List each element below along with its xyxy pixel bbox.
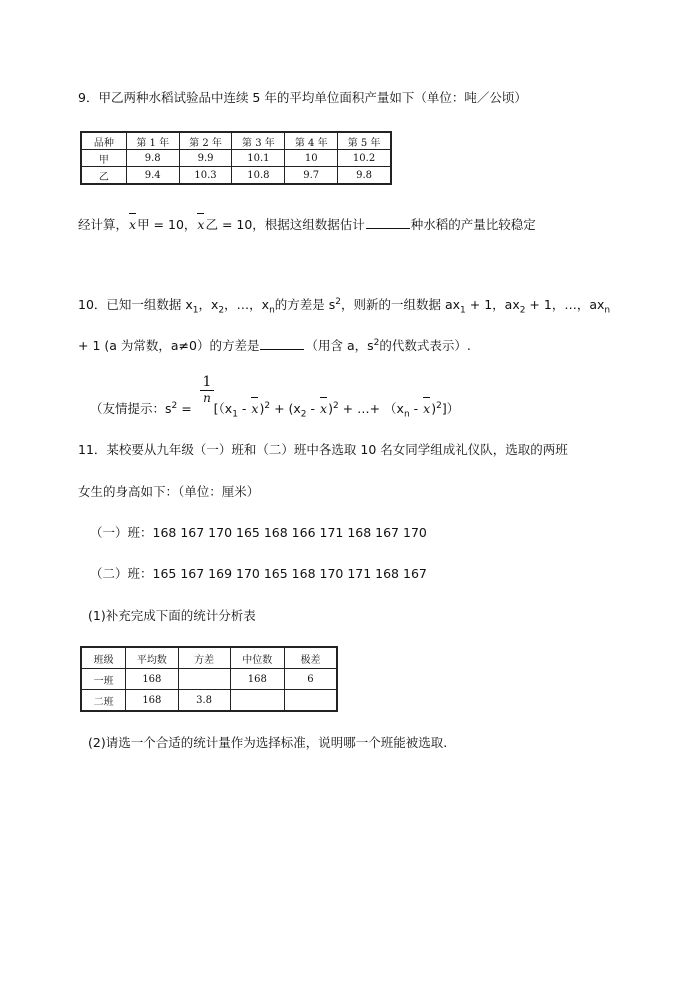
superscript: 2 [264, 400, 271, 411]
table-cell: 10.8 [232, 167, 285, 185]
table-cell: 一班 [81, 669, 126, 690]
table-cell: 甲 [81, 150, 126, 167]
table-row [81, 690, 337, 712]
table-row [81, 132, 391, 150]
answer-blank [366, 216, 410, 229]
q9-yield-table [80, 131, 392, 185]
table-header-cell: 第 4 年 [285, 132, 338, 150]
hint-text: ) [431, 401, 437, 416]
table-cell: 168 [126, 690, 178, 712]
superscript: 2 [436, 400, 442, 411]
q11-part2: (2)请选一个合适的统计量作为选择标准，说明哪一个班能被选取. [88, 735, 448, 750]
x-bar-symbol: x [251, 401, 259, 416]
q10-text: 10．已知一组数据 x [78, 297, 193, 312]
table-row [81, 647, 337, 669]
superscript: 2 [332, 400, 339, 411]
table-cell: 6 [284, 669, 337, 690]
table-row [81, 150, 391, 167]
q10-text: + 1，…，ax [525, 297, 605, 312]
subscript: n [269, 305, 275, 316]
q9-calc-a: 甲 = 10， [137, 217, 197, 232]
q10-text: 的代数式表示）. [379, 338, 471, 353]
hint-text: - [409, 401, 423, 416]
table-cell: 168 [126, 669, 178, 690]
table-header-cell: 第 2 年 [179, 132, 232, 150]
subscript: 2 [519, 305, 526, 316]
fraction-numerator: 1 [202, 374, 212, 390]
subscript: 1 [192, 305, 199, 316]
table-header-cell: 方差 [178, 647, 230, 669]
hint-text: - [306, 401, 319, 416]
hint-text: + (x [270, 401, 301, 416]
table-cell: 9.4 [126, 167, 179, 185]
table-cell: 3.8 [178, 690, 230, 712]
q9-calc-prefix: 经计算， [78, 217, 129, 232]
q10-text: ，x [198, 297, 219, 312]
table-header-cell: 班级 [81, 647, 126, 669]
q10-text: （用含 a，s [305, 338, 374, 353]
q10-line1 [78, 296, 611, 316]
x-bar-symbol: x [129, 217, 137, 232]
x-bar-symbol: x [320, 401, 328, 416]
table-header-cell: 第 1 年 [126, 132, 179, 150]
q11-stem-line2: 女生的身高如下：（单位：厘米） [78, 484, 260, 499]
table-cell: 乙 [81, 167, 126, 185]
q11-part1: (1)补充完成下面的统计分析表 [88, 608, 256, 623]
table-row [81, 669, 337, 690]
subscript: 2 [300, 409, 307, 420]
table-cell: 9.8 [338, 167, 391, 185]
q9-stem: 9．甲乙两种水稻试验品中连续 5 年的平均单位面积产量如下（单位：吨／公顷） [78, 90, 527, 105]
table-header-cell: 第 3 年 [232, 132, 285, 150]
q9-calc-b: 乙 = 10，根据这组数据估计 [205, 217, 365, 232]
table-cell-empty[interactable] [178, 669, 230, 690]
q10-hint [90, 400, 460, 420]
fraction-denominator: n [200, 390, 214, 405]
table-header-cell: 平均数 [126, 647, 178, 669]
x-bar-symbol: x [197, 217, 205, 232]
q11-analysis-table [80, 646, 338, 712]
subscript: n [604, 305, 611, 316]
q11-stem-line1: 11．某校要从九年级（一）班和（二）班中各选取 10 名女同学组成礼仪队，选取的两班 [78, 442, 568, 457]
table-header-cell: 品种 [81, 132, 126, 150]
q11-class2-heights: （二）班：165 167 169 170 165 168 170 171 168 167 [90, 566, 427, 581]
q10-text: ，…，x [224, 297, 270, 312]
hint-text: + …+ （x [338, 401, 404, 416]
table-cell: 168 [230, 669, 284, 690]
q11-class1-heights: （一）班：168 167 170 165 168 166 171 168 167 170 [90, 525, 427, 540]
table-header-cell: 第 5 年 [338, 132, 391, 150]
hint-text: ) [328, 401, 333, 416]
table-row [81, 167, 391, 185]
q10-text: 的方差是 s [274, 297, 336, 312]
q10-text: + 1 (a 为常数，a≠0）的方差是 [78, 338, 260, 353]
q9-calc-line [78, 216, 536, 233]
table-cell: 10.1 [232, 150, 285, 167]
hint-text: （友情提示：s [90, 401, 172, 416]
table-cell: 9.7 [285, 167, 338, 185]
table-cell: 10.3 [179, 167, 232, 185]
x-bar-symbol: x [423, 401, 431, 416]
q10-text: ，则新的一组数据 ax [341, 297, 461, 312]
superscript: 2 [171, 400, 178, 411]
superscript: 2 [335, 296, 342, 307]
hint-text: = [177, 401, 196, 416]
table-header-cell: 中位数 [230, 647, 284, 669]
superscript: 2 [373, 337, 380, 348]
table-cell-empty[interactable] [230, 690, 284, 712]
answer-blank [260, 337, 304, 350]
q10-line2 [78, 337, 471, 354]
hint-text: ]） [441, 401, 460, 416]
hint-text: ) [259, 401, 265, 416]
table-cell: 10.2 [338, 150, 391, 167]
table-cell: 9.8 [126, 150, 179, 167]
hint-text: - [237, 401, 251, 416]
hint-text: [（x [213, 401, 233, 416]
subscript: n [403, 409, 410, 420]
subscript: 2 [218, 305, 225, 316]
subscript: 1 [460, 305, 466, 316]
table-cell: 二班 [81, 690, 126, 712]
table-header-cell: 极差 [284, 647, 337, 669]
table-cell: 9.9 [179, 150, 232, 167]
q10-text: + 1，ax [465, 297, 520, 312]
q9-calc-suffix: 种水稻的产量比较稳定 [410, 217, 536, 232]
table-cell: 10 [285, 150, 338, 167]
table-cell-empty[interactable] [284, 690, 337, 712]
subscript: 1 [232, 409, 238, 420]
